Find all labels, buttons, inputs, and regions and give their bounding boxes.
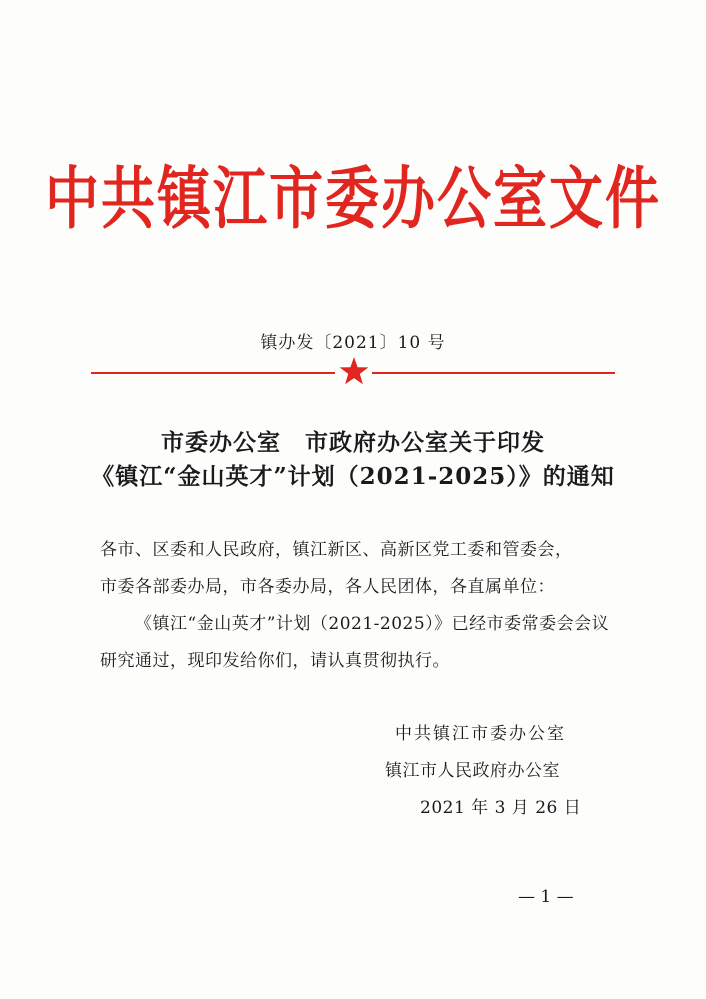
document-number: 镇办发〔2021〕10 号 — [260, 333, 446, 353]
document-header-title: 中共镇江市委办公室文件 — [45, 158, 661, 238]
red-divider-left — [91, 372, 335, 374]
red-star-icon — [338, 355, 370, 387]
subject-line-2: 《镇江“金山英才”计划（2021-2025）》的通知 — [91, 463, 615, 490]
recipients-line-1: 各市、区委和人民政府，镇江新区、高新区党工委和管委会， — [100, 540, 573, 560]
signature-date: 2021 年 3 月 26 日 — [420, 798, 582, 818]
page-number: — 1 — — [518, 887, 574, 907]
signature-org-2: 镇江市人民政府办公室 — [385, 761, 560, 781]
subject-line-1: 市委办公室 市政府办公室关于印发 — [161, 429, 545, 456]
recipients-line-2: 市委各部委办局，市各委办局，各人民团体，各直属单位： — [100, 577, 555, 597]
body-paragraph-line-1: 《镇江“金山英才”计划（2021-2025）》已经市委常委会会议 — [135, 614, 610, 634]
body-paragraph-line-2: 研究通过，现印发给你们，请认真贯彻执行。 — [100, 651, 450, 671]
signature-org-1: 中共镇江市委办公室 — [395, 724, 566, 744]
red-divider-right — [372, 372, 615, 374]
